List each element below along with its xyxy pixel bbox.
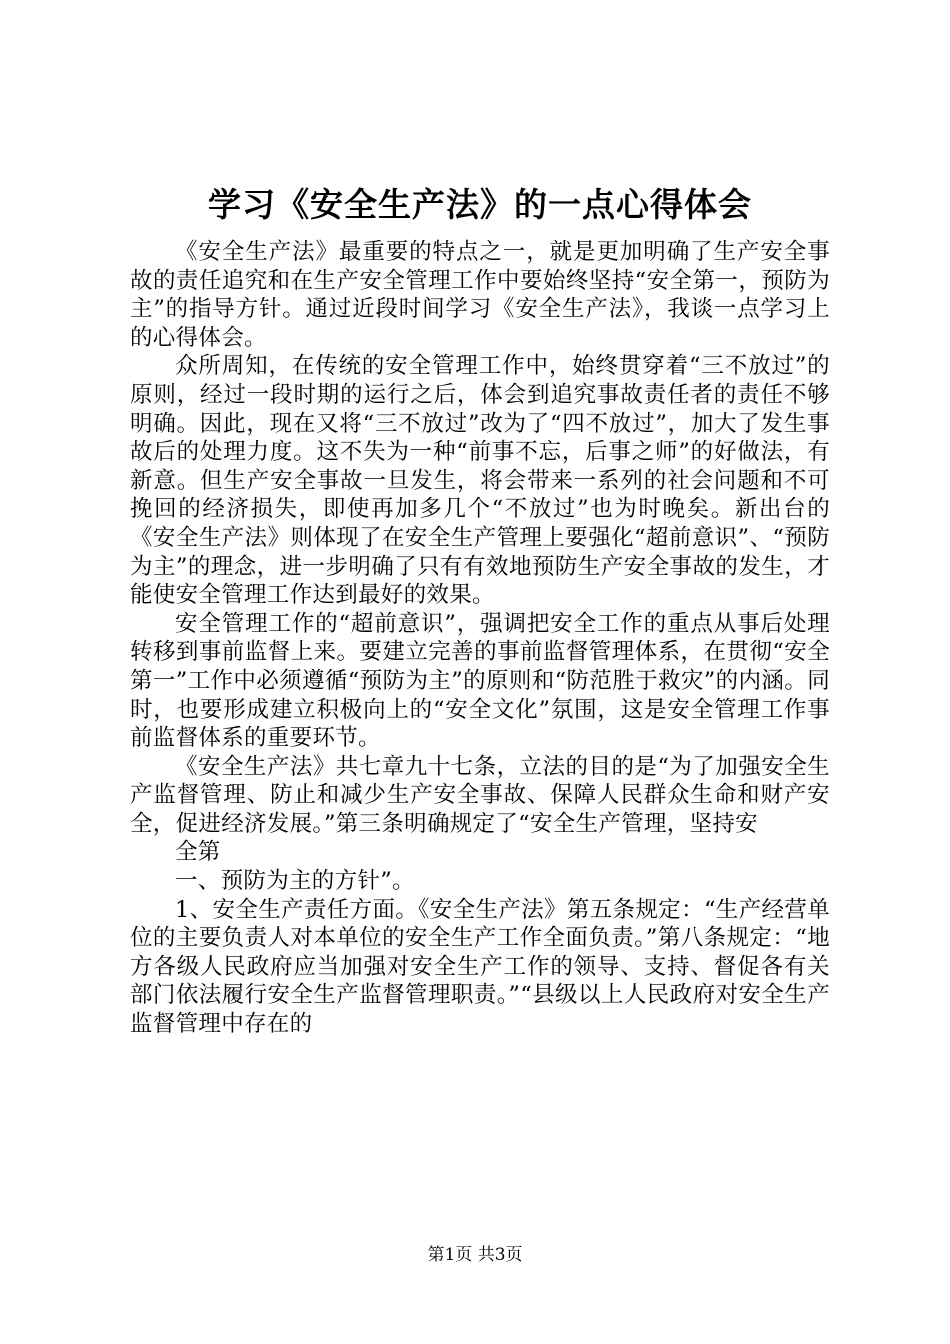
paragraph-fragment: 全第 <box>175 839 221 866</box>
paragraph-responsibility: 1、安全生产责任方面。《安全生产法》第五条规定：“生产经营单位的主要负责人对本单位的安全生产工作全面负责。”第八条规定：“地方各级人民政府应当加强对安全生产工作的领导、支持、督促各有关部门依法履行安全生产监督管理职责。”“县级以上人民政府对安全生产监督管理中存在的 <box>130 896 830 1038</box>
paragraph-four-not-let-go: 众所周知，在传统的安全管理工作中，始终贯穿着“三不放过”的原则，经过一段时期的运行之后，体会到追究事故责任者的责任不够明确。因此，现在又将“三不放过”改为了“四不放过”，加大了发生事故后的处理力度。这不失为一种“前事不忘，后事之师”的好做法，有新意。但生产安全事故一旦发生，将会带来一系列的社会问题和不可挽回的经济损失，即使再加多几个“不放过”也为时晚矣。新出台的《安全生产法》则体现了在安全生产管理上要强化“超前意识”、“预防为主”的理念，进一步明确了只有有效地预防生产安全事故的发生，才能使安全管理工作达到最好的效果。 <box>130 353 830 609</box>
paragraph-law-purpose: 《安全生产法》共七章九十七条，立法的目的是“为了加强安全生产监督管理、防止和减少生产安全事故、保障人民群众生命和财产安全，促进经济发展。”第三条明确规定了“安全生产管理，坚持安 <box>130 753 830 837</box>
paragraph-advance-awareness: 安全管理工作的“超前意识”，强调把安全工作的重点从事后处理转移到事前监督上来。要建立完善的事前监督管理体系，在贯彻“安全第一”工作中必须遵循“预防为主”的原则和“防范胜于救灾”的内涵。同时，也要形成建立积极向上的“安全文化”氛围，这是安全管理工作事前监督体系的重要环节。 <box>130 610 830 752</box>
document-page <box>130 182 830 1039</box>
page-footer: 第1页 共3页 <box>427 1245 523 1265</box>
paragraph-intro: 《安全生产法》最重要的特点之一，就是更加明确了生产安全事故的责任追究和在生产安全管理工作中要始终坚持“安全第一，预防为主”的指导方针。通过近段时间学习《安全生产法》，我谈一点学习上的心得体会。 <box>130 239 830 351</box>
paragraph-prevention-policy: 一、预防为主的方针”。 <box>175 868 415 895</box>
document-title: 学习《安全生产法》的一点心得体会 <box>208 185 752 224</box>
